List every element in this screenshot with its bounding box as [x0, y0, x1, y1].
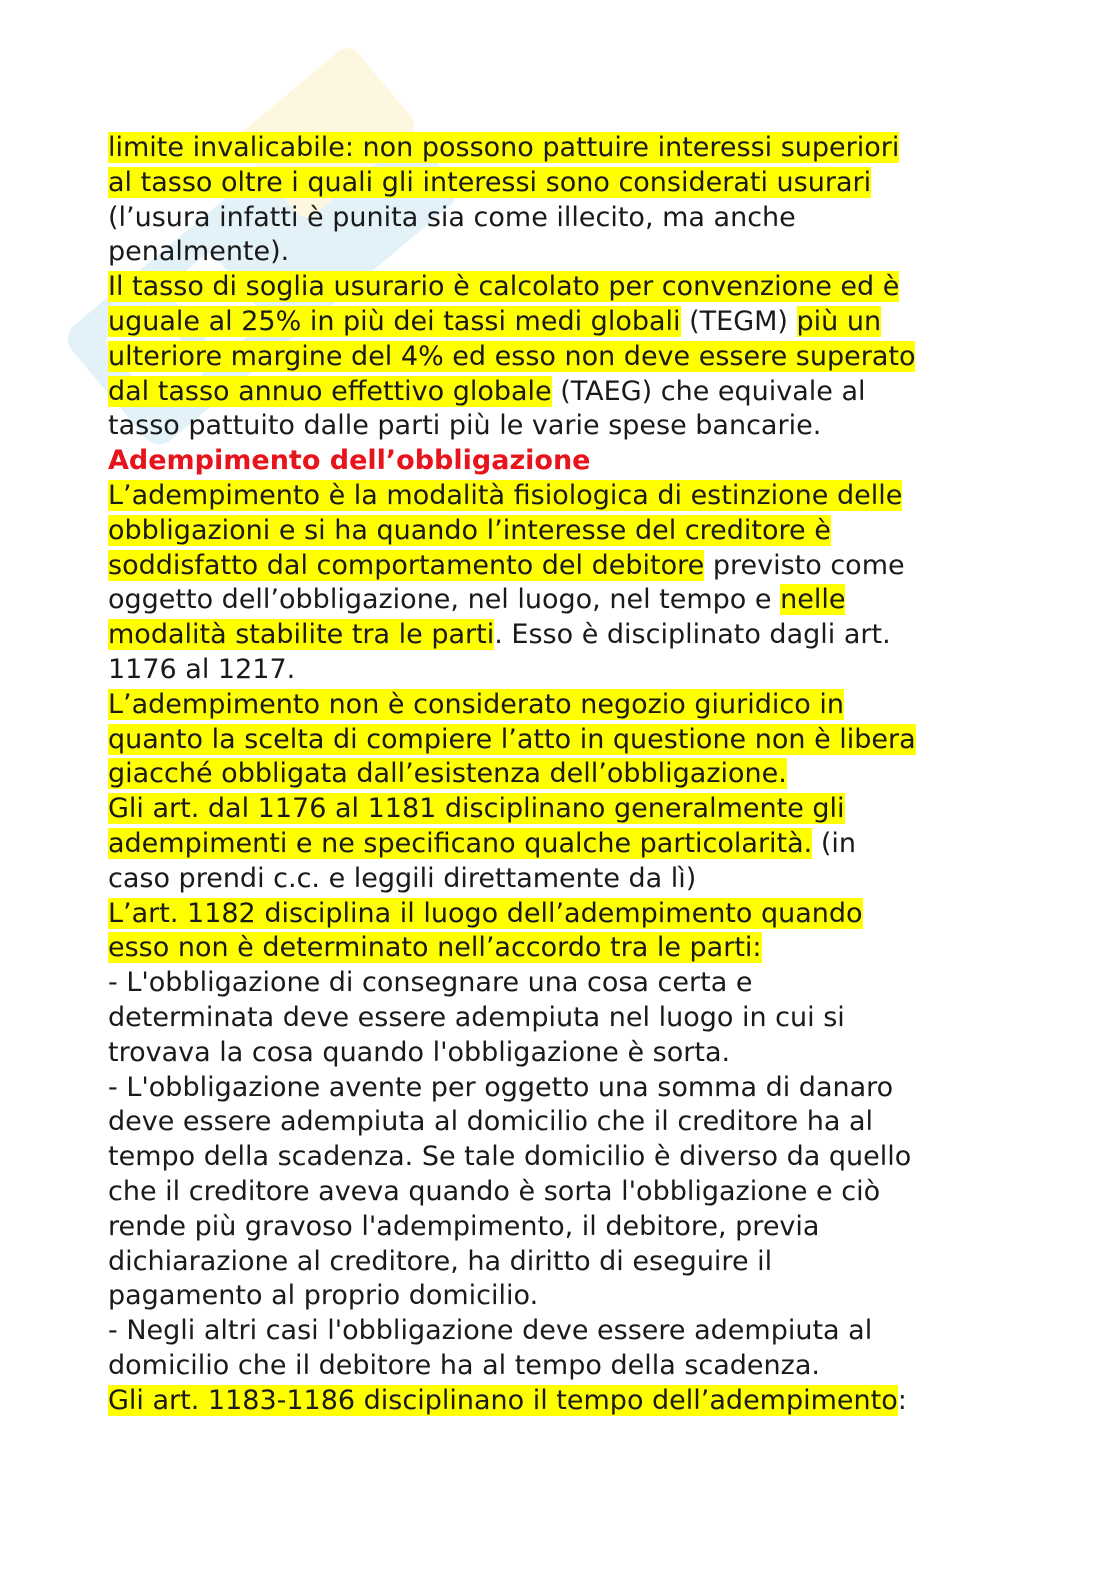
plain-text: 1176 al 1217. — [108, 653, 296, 685]
text-line — [108, 201, 1008, 236]
highlighted-text: quanto la scelta di compiere l’atto in questione non è libera — [108, 723, 916, 755]
text-line — [108, 1279, 1008, 1314]
text-line — [108, 1036, 1008, 1071]
plain-text: tasso pattuito dalle parti più le varie spese bancarie. — [108, 410, 822, 442]
text-line — [108, 549, 1008, 584]
plain-text: . Esso è disciplinato dagli art. — [494, 619, 891, 651]
text-line — [108, 1314, 1008, 1349]
section-heading — [108, 444, 1008, 479]
plain-text: penalmente). — [108, 236, 290, 268]
plain-text: trovava la cosa quando l'obbligazione è sorta. — [108, 1036, 731, 1068]
text-line — [108, 792, 1008, 827]
highlighted-text: Il tasso di soglia usurario è calcolato per convenzione ed è — [108, 271, 900, 303]
text-line — [108, 1071, 1008, 1106]
plain-text: - L'obbligazione avente per oggetto una somma di danaro — [108, 1071, 894, 1103]
plain-text: rende più gravoso l'adempimento, il debitore, previa — [108, 1210, 820, 1242]
highlighted-text: dal tasso annuo effettivo globale — [108, 375, 552, 407]
plain-text: oggetto dell’obbligazione, nel luogo, nel tempo e — [108, 584, 781, 616]
plain-text: (l’usura infatti è punita sia come illecito, ma anche — [108, 201, 796, 233]
text-line — [108, 375, 1008, 410]
plain-text: : — [897, 1384, 907, 1416]
plain-text: caso prendi c.c. e leggili direttamente da lì) — [108, 862, 697, 894]
plain-text: previsto come — [704, 549, 905, 581]
highlighted-text: Gli art. 1183-1186 disciplinano il tempo dell’adempimento — [108, 1384, 898, 1416]
text-line — [108, 131, 1008, 166]
plain-text: tempo della scadenza. Se tale domicilio è diverso da quello — [108, 1141, 912, 1173]
text-line — [108, 1349, 1008, 1384]
text-line — [108, 757, 1008, 792]
highlighted-text: soddisfatto dal comportamento del debitore — [108, 549, 705, 581]
text-line — [108, 514, 1008, 549]
text-line — [108, 340, 1008, 375]
text-line — [108, 653, 1008, 688]
plain-text: che il creditore aveva quando è sorta l'obbligazione e ciò — [108, 1175, 881, 1207]
text-line — [108, 270, 1008, 305]
plain-text: - L'obbligazione di consegnare una cosa certa e — [108, 967, 753, 999]
plain-text: (TAEG) che equivale al — [551, 375, 866, 407]
highlighted-text: al tasso oltre i quali gli interessi sono considerati usurari — [108, 166, 872, 198]
text-line — [108, 827, 1008, 862]
text-line — [108, 409, 1008, 444]
plain-text: dichiarazione al creditore, ha diritto di eseguire il — [108, 1245, 773, 1277]
highlighted-text: giacché obbligata dall’esistenza dell’obbligazione. — [108, 758, 787, 790]
highlighted-text: L’art. 1182 disciplina il luogo dell’adempimento quando — [108, 897, 863, 929]
text-line — [108, 931, 1008, 966]
highlighted-text: limite invalicabile: non possono pattuire interessi superiori — [108, 132, 900, 163]
text-line — [108, 966, 1008, 1001]
highlighted-text: adempimenti e ne specificano qualche particolarità. — [108, 827, 813, 859]
text-line — [108, 583, 1008, 618]
text-line — [108, 166, 1008, 201]
highlighted-text: più un — [796, 305, 882, 337]
plain-text: (TEGM) — [680, 305, 797, 337]
text-line — [108, 723, 1008, 758]
highlighted-text: nelle — [780, 584, 846, 616]
text-line — [108, 1175, 1008, 1210]
highlighted-text: obbligazioni e si ha quando l’interesse del creditore è — [108, 514, 831, 546]
plain-text: domicilio che il debitore ha al tempo della scadenza. — [108, 1349, 820, 1381]
highlighted-text: L’adempimento è la modalità fisiologica di estinzione delle — [108, 479, 903, 511]
text-line — [108, 1245, 1008, 1280]
plain-text: (in — [812, 827, 856, 859]
highlighted-text: uguale al 25% in più dei tassi medi globali — [108, 305, 681, 337]
plain-text: deve essere adempiuta al domicilio che il creditore ha al — [108, 1106, 874, 1138]
text-line — [108, 1210, 1008, 1245]
text-line — [108, 897, 1008, 932]
text-line — [108, 688, 1008, 723]
heading-text: Adempimento dell’obbligazione — [108, 445, 591, 477]
text-line — [108, 1105, 1008, 1140]
text-line — [108, 862, 1008, 897]
text-line — [108, 618, 1008, 653]
highlighted-text: modalità stabilite tra le parti — [108, 619, 495, 651]
highlighted-text: esso non è determinato nell’accordo tra le parti: — [108, 932, 762, 964]
plain-text: - Negli altri casi l'obbligazione deve essere adempiuta al — [108, 1315, 873, 1347]
text-line — [108, 305, 1008, 340]
plain-text: pagamento al proprio domicilio. — [108, 1280, 539, 1312]
text-line — [108, 1140, 1008, 1175]
text-line — [108, 1001, 1008, 1036]
text-line — [108, 479, 1008, 514]
highlighted-text: Gli art. dal 1176 al 1181 disciplinano generalmente gli — [108, 793, 845, 825]
text-line — [108, 235, 1008, 270]
highlighted-text: ulteriore margine del 4% ed esso non deve essere superato — [108, 340, 916, 372]
plain-text: determinata deve essere adempiuta nel luogo in cui si — [108, 1001, 845, 1033]
highlighted-text: L’adempimento non è considerato negozio giuridico in — [108, 688, 844, 720]
text-line — [108, 1384, 1008, 1419]
document-page — [108, 131, 1008, 1418]
